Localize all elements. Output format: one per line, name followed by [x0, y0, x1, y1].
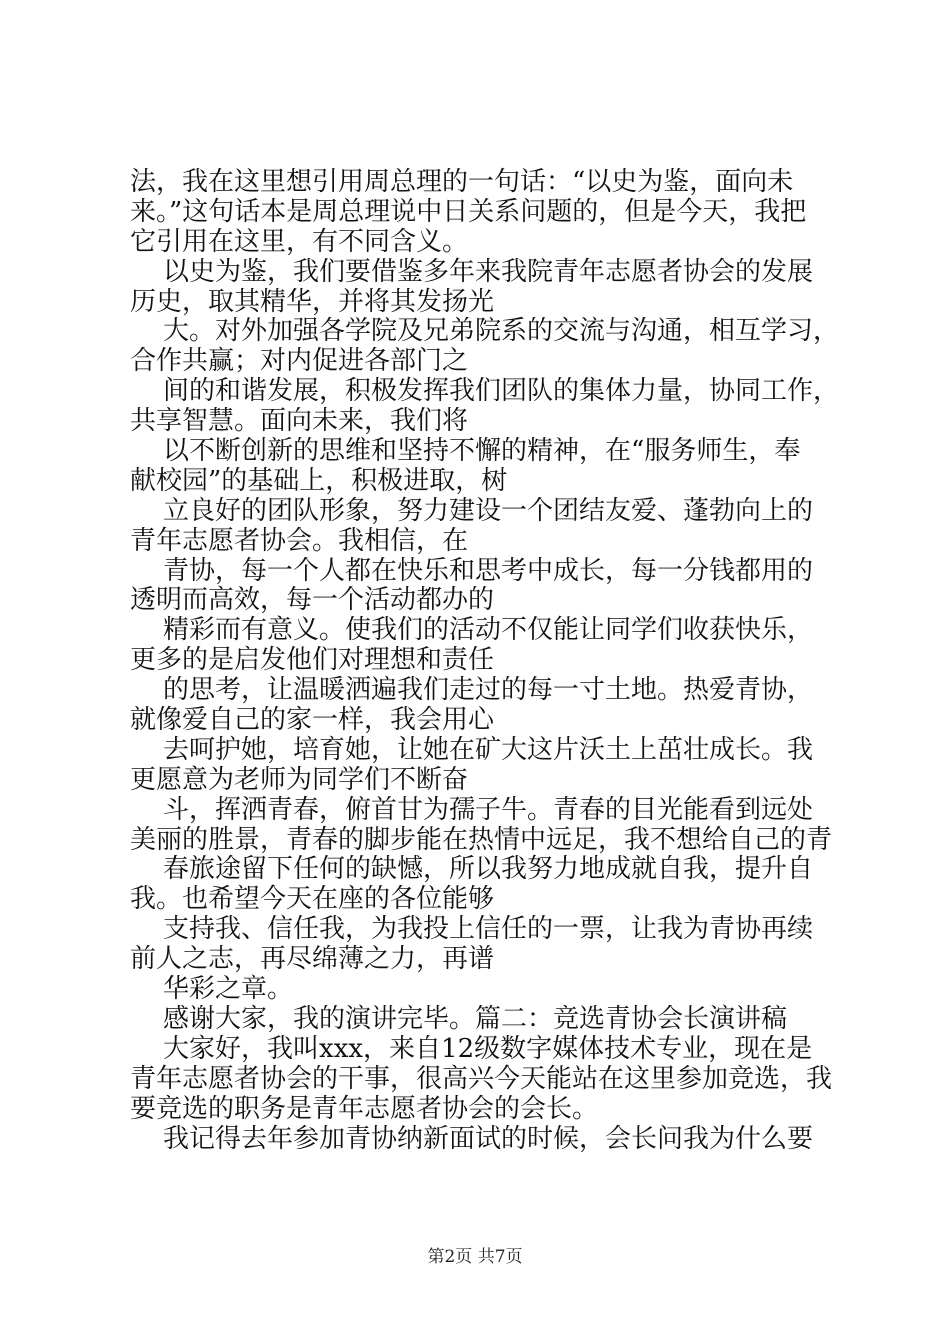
- text-line: 以史为鉴，我们要借鉴多年来我院青年志愿者协会的发展: [130, 256, 814, 287]
- text-line: 透明而高效，每一个活动都办的: [130, 585, 495, 616]
- text-line: 我记得去年参加青协纳新面试的时候，会长问我为什么要: [130, 1123, 814, 1154]
- text-line: 华彩之章。: [130, 974, 294, 1005]
- text-line: 春旅途留下任何的缺憾，所以我努力地成就自我，提升自: [130, 854, 814, 885]
- text-line: 以不断创新的思维和坚持不懈的精神，在“服务师生，奉: [130, 436, 801, 467]
- text-line: 更愿意为老师为同学们不断奋: [130, 764, 469, 795]
- page-number-footer: 第2页 共7页: [427, 1247, 523, 1267]
- text-line: 要竞选的职务是青年志愿者协会的会长。: [130, 1093, 599, 1124]
- text-line: 感谢大家，我的演讲完毕。篇二：竞选青协会长演讲稿: [130, 1003, 788, 1034]
- text-line: 它引用在这里，有不同含义。: [130, 226, 469, 257]
- text-line: 美丽的胜景，青春的脚步能在热情中远足，我不想给自己的青: [130, 824, 833, 855]
- text-line: 立良好的团队形象，努力建设一个团结友爱、蓬勃向上的: [130, 495, 814, 526]
- text-line: 精彩而有意义。使我们的活动不仅能让同学们收获快乐，: [130, 615, 814, 646]
- text-line: 斗，挥洒青春，俯首甘为孺子牛。青春的目光能看到远处: [130, 794, 814, 825]
- text-line: 更多的是启发他们对理想和责任: [130, 645, 495, 676]
- text-line: 间的和谐发展，积极发挥我们团队的集体力量，协同工作，: [130, 376, 840, 407]
- document-body: [130, 167, 840, 1154]
- text-line: 合作共赢；对内促进各部门之: [130, 346, 469, 377]
- text-line: 青年志愿者协会。我相信，在: [130, 525, 469, 556]
- text-line: 我。也希望今天在座的各位能够: [130, 884, 495, 915]
- text-line: 就像爱自己的家一样，我会用心: [130, 705, 495, 736]
- text-line: 法，我在这里想引用周总理的一句话：“以史为鉴，面向未: [130, 167, 794, 197]
- text-line: 的思考，让温暖洒遍我们走过的每一寸土地。热爱青协，: [130, 675, 814, 706]
- text-line: 历史，取其精华，并将其发扬光: [130, 286, 495, 317]
- text-line: 共享智慧。面向未来，我们将: [130, 406, 469, 437]
- text-line: 去呵护她，培育她，让她在矿大这片沃土上茁壮成长。我: [130, 734, 814, 765]
- text-line: 来。”这句话本是周总理说中日关系问题的，但是今天，我把: [130, 196, 807, 227]
- text-line: 青年志愿者协会的干事，很高兴今天能站在这里参加竞选，我: [130, 1063, 833, 1094]
- text-line: 献校园”的基础上，积极进取，树: [130, 465, 508, 496]
- text-line: 大家好，我叫xxx，来自12级数字媒体技术专业，现在是: [130, 1033, 813, 1064]
- text-line: 支持我、信任我，为我投上信任的一票，让我为青协再续: [130, 914, 814, 945]
- text-line: 大。对外加强各学院及兄弟院系的交流与沟通，相互学习，: [130, 316, 840, 347]
- text-line: 前人之志，再尽绵薄之力，再谱: [130, 944, 495, 975]
- text-line: 青协，每一个人都在快乐和思考中成长，每一分钱都用的: [130, 555, 814, 586]
